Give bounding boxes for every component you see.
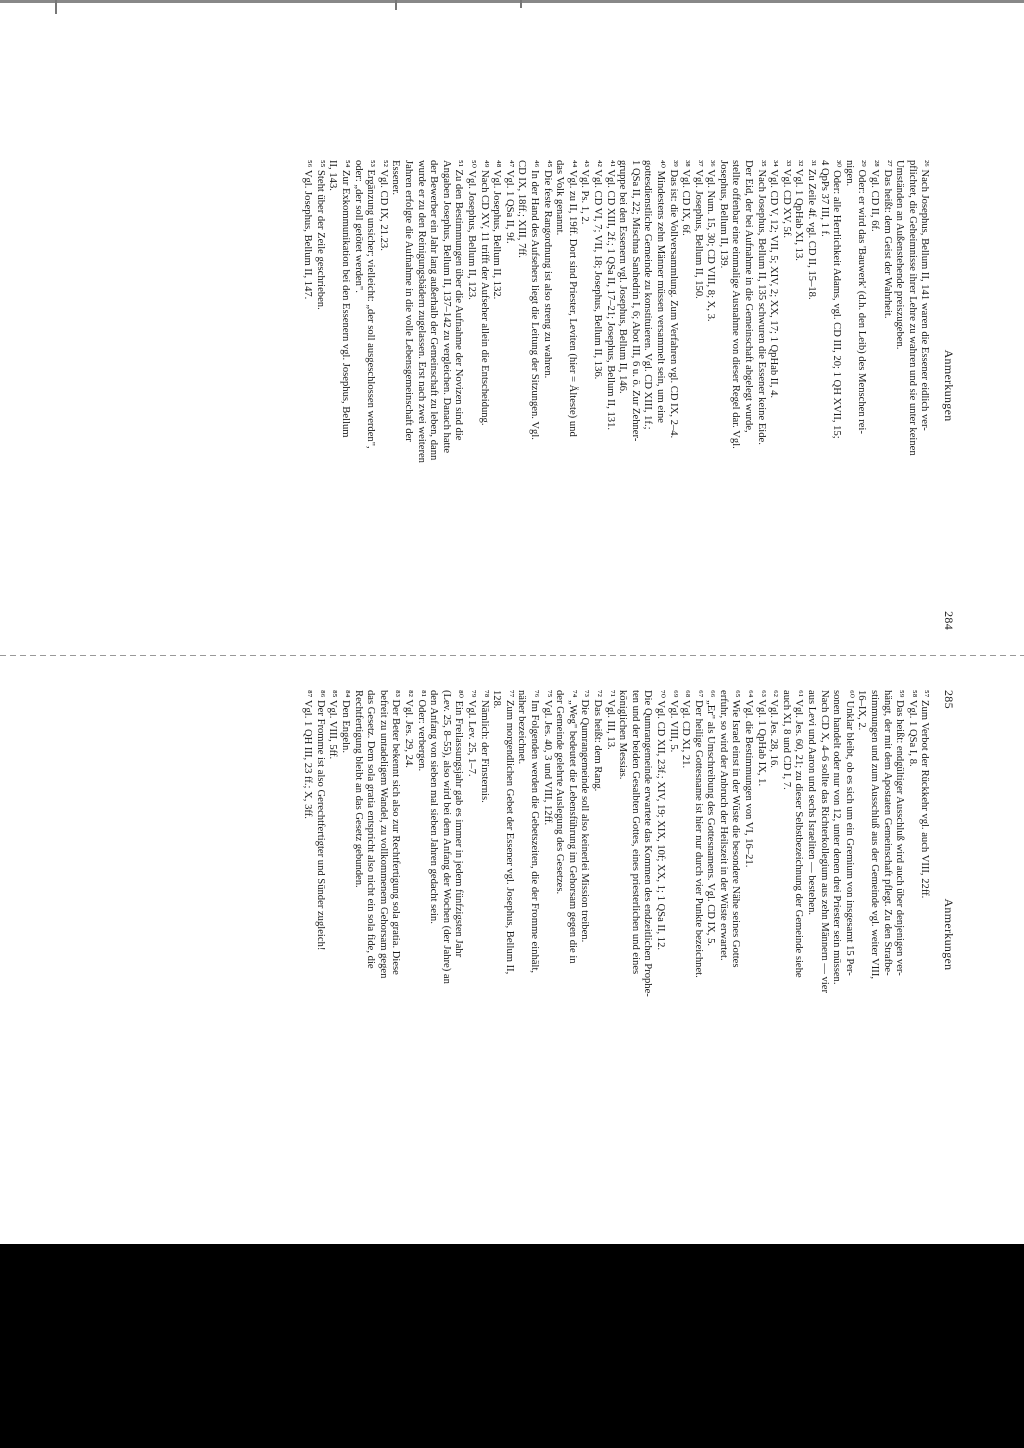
footnotes-left [301,160,931,630]
footnote-line: ⁴⁴ Vgl. zu II, 19ff. Dort sind Priester, Leviten (hier = Älteste) und [566,160,578,437]
footnotes-right [301,690,931,1160]
footnote-line: nigen. [843,160,855,187]
footnote-line: der Gemeinde gelehrte Auslegung des Gesetzes. [554,690,566,895]
footnote-line: ⁶² Vgl. Jes. 28, 16. [768,690,780,768]
footnote-line: ⁸⁴ Den Engeln. [340,690,352,753]
footnote-line: stimmungen und zum Ausschluß aus der Gemeinde vgl. weiter VIII, [869,690,881,980]
footnote-line: ⁴³ Vgl. Ps. 1, 2. [579,160,591,225]
footnote-line: aus Levi und Aaron und sechs Israeliten — bestehen. [806,690,818,916]
scan-top-edge [0,0,1024,3]
footnote-line: das Volk genannt. [554,160,566,236]
footnote-line: ⁸² Vgl. Jes. 29, 24. [403,690,415,768]
footnote-line: näher bezeichnet. [516,690,528,765]
footnote-line: hängt, der mit dem Apostaten Gemeinschaft pflegt. Zu den Strafbe- [881,690,893,976]
footnote-line: stellte offenbar eine einmalige Ausnahme von dieser Regel dar. Vgl. [730,160,742,449]
footnote-line: Umständen an Außenstehende preiszugeben. [894,160,906,350]
footnote-line: Der Eid, der bei Aufnahme in die Gemeinschaft abgelegt wurde, [743,160,755,433]
page-title: Anmerkungen [942,349,956,422]
footnote-line: der Bewerber ein Jahr lang außerhalb der Gemeinschaft zu leben, dann [428,160,440,461]
footnote-line: ²⁷ Das heißt: dem Geist der Wahrheit. [881,160,893,319]
footnote-line: auch XI, 8 und CD I, 7. [780,690,792,790]
footnote-line: ⁸³ Der Beter bekennt sich also zur Rechtfertigung sola gratia. Diese [390,690,402,975]
footnote-line: 1 QSa II, 22; Mischna Sanhedrin I, 6; Abot III, 6 u. ö. Zur Zehner- [629,160,641,442]
footnote-line: Nach CD X, 4–6 sollte das Richterkollegium aus zehn Männern — vier [818,690,830,994]
footnote-line: ⁷³ Die Qumrangemeinde soll also keinerlei Mission treiben. [579,690,591,943]
page-left [145,160,955,630]
footnote-line: (Lev. 25, 8–55), also wird bei dem Anfang der Wochen (der Jahre) an [440,690,452,984]
footnote-line: ⁸¹ Oder: verbergen. [415,690,427,772]
footnote-line: ⁷⁷ Zum morgendlichen Gebet der Essener vgl. Josephus, Bellum II, [503,690,515,975]
footnote-line: Rechtfertigung bleibt an das Gesetz gebunden. [352,690,364,888]
footnote-line: das Gesetz. Dem sola gratia entspricht also nicht ein sola fide, die [365,690,377,969]
footnote-line: ⁴⁵ Die feste Rangordnung ist also streng zu wahren. [541,160,553,379]
footnote-line: CD IX, 18ff.; XIII, 7ff. [516,160,528,258]
running-head [942,690,955,1160]
footnote-line: ⁷¹ Vgl. III, 13. [604,690,616,750]
footnote-line: ⁷⁸ Nämlich: der Finsternis. [478,690,490,803]
footnote-line: ⁷² Das heißt: dem Rang. [591,690,603,792]
footnote-line: ⁴⁶ In der Hand des Aufsehers liegt die Leitung der Sitzungen. Vgl. [529,160,540,440]
footnote-line: befreit zu untadeligem Wandel, zu vollkommenem Gehorsam gegen [377,690,389,979]
footnote-line: ²⁶ Nach Josephus, Bellum II, 141 waren die Essener eidlich ver- [919,160,931,431]
footnote-line: ⁵⁴ Zur Exkommunikation bei den Essenern vgl. Josephus, Bellum [340,160,352,438]
footnote-line: ⁶³ Vgl. 1 QpHab IX, 1. [755,690,767,787]
footnote-line: ⁵¹ Zu den Bestimmungen über die Aufnahme der Novizen sind die [453,160,465,441]
footnote-line: ⁴⁹ Nach CD XV, 11 trifft der Aufseher allein die Entscheidung. [478,160,490,426]
footnote-line: ⁶⁵ Wie Israel einst in der Wüste die besondere Nähe seines Gottes [730,690,742,968]
footnote-line: ³³ Vgl. CD XV, 5f. [780,160,792,239]
footnote-line: ³¹ Zu Zeile 4f. vgl. CD II, 15–18. [806,160,818,300]
scan-black-margin [0,1244,1024,1448]
footnote-line: Die Qumrangemeinde erwartete das Kommen des endzeitlichen Prophe- [642,690,654,997]
footnote-line: ⁶⁶ „Er" als Umschreibung des Gottesnamens. Vgl. CD IX, 5. [705,690,717,947]
footnote-line: ⁷⁶ Im Folgenden werden die Gebetszeiten, die der Fromme einhält, [529,690,540,974]
footnote-line: ³⁷ Vgl. Josephus, Bellum II, 150. [692,160,704,299]
footnote-line: ²⁸ Vgl. CD II, 6f. [869,160,881,232]
scan-edge-mark [395,0,397,10]
footnote-line: ⁷⁴ „Weg" bedeutet die Lebensführung im Gehorsam gegen die in [566,690,578,964]
footnote-line: den Anfang von sieben mal sieben Jahren gedacht sein. [428,690,440,924]
footnote-line: ⁴⁷ Vgl. 1 QSa II, 9f. [503,160,515,244]
footnote-line: ⁸⁷ Vgl. 1 QH III, 23 ff.; X, 3ff. [302,690,314,819]
footnote-line: ⁵⁹ Das heißt: endgültiger Ausschluß wird auch über denjenigen ver- [894,690,906,976]
footnote-line: ⁶⁹ Vgl. VIII, 5. [667,690,679,753]
footnote-line: ⁴¹ Vgl. CD XIII, 2f.; 1 QSa II, 17–21; Josephus, Bellum II, 131. [604,160,616,431]
footnote-line: ³² Vgl. 1 QpHab XI, 13. [793,160,805,261]
footnote-line: Angaben Josephus, Bellum II, 137–142 zu vergleichen. Danach hatte [440,160,452,454]
footnote-line: ⁴⁰ Mindestens zehn Männer müssen versammelt sein, um eine [654,160,666,424]
footnote-line: ³⁰ Oder: alle Herrlichkeit Adams, vgl. CD III, 20; 1 QH XVII, 15; [831,160,843,439]
footnote-line: ⁶⁷ Der heilige Gottesname ist hier nur durch vier Punkte bezeichnet. [692,690,704,978]
page-right [145,690,955,1160]
footnote-line: ³⁶ Vgl. Num. 15, 30; CD VIII, 8; X, 3. [705,160,717,322]
scan-edge-mark [55,0,57,14]
footnote-line: 16–IX, 2. [856,690,868,731]
footnote-line: 4 QpPs 37 III, 1 f. [818,160,830,237]
footnote-line: ⁸⁰ Ein Freilassungsjahr gab es immer in jedem fünfzigsten Jahr [453,690,465,958]
footnote-line: ²⁹ Oder: er wird das 'Bauwerk' (d.h. den Leib) des Menschen rei- [856,160,868,434]
footnote-line: ³⁸ Vgl. CD IX, 6f. [680,160,692,236]
footnote-line: ⁵⁷ Zum Verbot der Rückkehr vgl. auch VIII, 22ff. [919,690,931,899]
footnote-line: oder: „der soll getötet werden". [352,160,364,293]
footnote-line: sonen handelt oder nur von 12, unter denen drei Priester sein müssen. [831,690,843,985]
footnote-line: ⁷⁵ Vgl. Jes. 40, 3 und VIII, 12ff. [541,690,553,826]
footnote-line: ⁸⁶ Der Fromme ist also Gerechtfertigter und Sünder zugleich! [314,690,326,951]
footnote-line: ⁵⁰ Vgl. Josephus, Bellum II, 123. [466,160,478,300]
footnote-line: ⁵⁶ Vgl. Josephus, Bellum II, 147. [302,160,314,300]
footnote-line: ⁷⁰ Vgl. CD XII, 23f.; XIV, 19; XIX, 10f; XX, 1; 1 QSa II, 12. [654,690,666,951]
page-title: Anmerkungen [942,898,956,971]
footnote-line: ⁸⁵ Vgl. VIII, 5ff. [327,690,339,760]
footnote-line: 128. [491,690,503,709]
footnote-line: ⁶⁰ Unklar bleibt, ob es sich um ein Gremium von insgesamt 15 Per- [843,690,855,976]
footnote-line: ³⁴ Vgl. CD V, 12; VII, 5; XIV, 2; XX, 17; 1 QpHab II, 4. [768,160,780,399]
footnote-line: erfuhr, so wird der Anbruch der Heilszeit in der Wüste erwartet. [717,690,729,961]
footnote-line: ⁵⁵ Steht über der Zeile geschrieben. [314,160,326,310]
page-number: 285 [942,690,956,709]
footnote-line: Essener. [390,160,402,196]
footnote-line: ⁷⁹ Vgl. Lev. 25, 1–7. [466,690,478,777]
footnote-line: Josephus, Bellum II, 139. [717,160,729,269]
footnote-line: ten und der beiden Gesalbten Gottes, eines priesterlichen und eines [629,690,641,975]
running-head [942,160,955,630]
footnote-line: ⁵² Vgl. CD IX, 21.23. [377,160,389,251]
footnote-line: königlichen Messias. [617,690,629,780]
page-number: 284 [942,611,956,630]
footnote-line: ⁴⁸ Vgl. Josephus, Bellum II, 132. [491,160,503,300]
footnote-line: gottesdienstliche Gemeinde zu konstituieren. Vgl. CD XIII, 1f.; [642,160,654,430]
footnote-line: Jahren erfolgte die Aufnahme in die volle Lebensgemeinschaft der [403,160,415,442]
footnote-line: ⁵⁸ Vgl. 1 QSa I, 8. [906,690,918,767]
footnote-line: II, 143. [327,160,339,191]
footnote-line: ³⁹ Das ist: die Vollversammlung. Zum Verfahren vgl. CD IX, 2–4. [667,160,679,439]
footnote-line: pflichtet, die Geheimnisse ihrer Lehre zu wahren und sie unter keinen [906,160,918,456]
footnote-line: ⁴² Vgl. CD VI, 7; VII, 18; Josephus, Bellum II, 136. [591,160,603,380]
footnote-line: ⁵³ Ergänzung unsicher; vielleicht: „der soll ausgeschlossen werden", [365,160,377,449]
book-gutter [0,655,1024,656]
scan-edge-mark [520,0,522,8]
footnote-line: ⁶⁴ Vgl. die Bestimmungen von VI, 16–21. [743,690,755,868]
footnote-line: ³⁵ Nach Josephus, Bellum II, 135 schwuren die Essener keine Eide. [755,160,767,445]
footnote-line: gruppe bei den Essenern vgl. Josephus, Bellum II, 146. [617,160,629,394]
footnote-line: ⁶¹ Vgl. Jes. 60, 21; zu dieser Selbstbezeichnung der Gemeinde siehe [793,690,805,978]
footnote-line: ⁶⁸ Vgl. CD XI, 21. [680,690,692,769]
footnote-line: wurde er zu den Reinigungsbädern zugelassen. Erst nach zwei weiteren [415,160,427,463]
